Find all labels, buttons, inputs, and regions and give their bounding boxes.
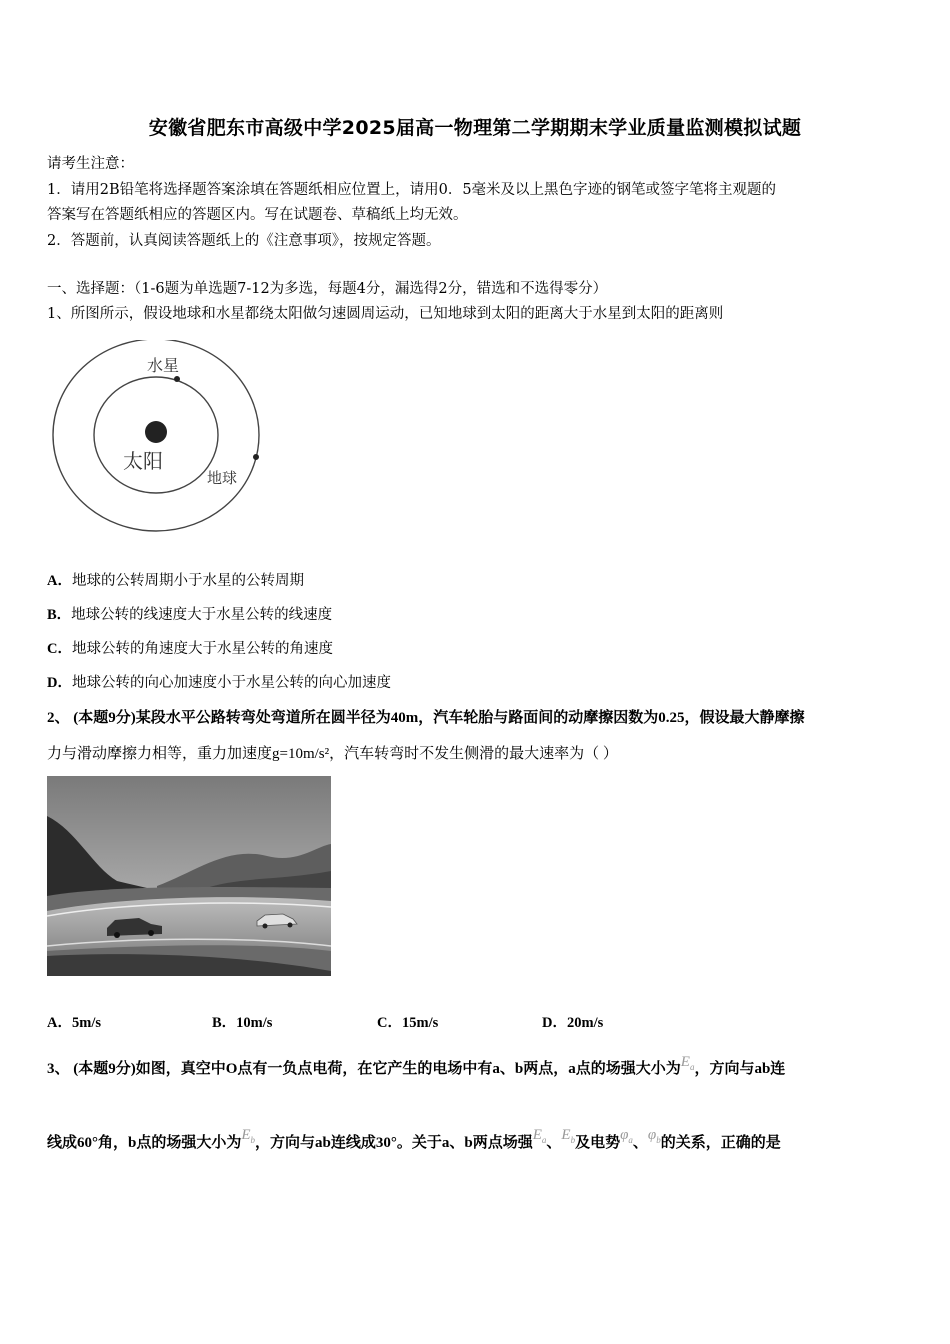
road-curve-photo — [47, 776, 331, 976]
symbol-Ea-2: $E_a$ — [532, 1127, 547, 1145]
notice-item-1: 1．请用2B铅笔将选择题答案涂填在答题纸相应位置上，请用0．5毫米及以上黑色字迹的钢笔或签字笔将主观题的 — [47, 182, 777, 198]
earth-dot — [253, 454, 259, 460]
q1-option-c[interactable]: C．地球公转的角速度大于水星公转的角速度 — [47, 641, 333, 657]
q2-option-b[interactable]: B．10m/s — [212, 1015, 273, 1031]
notice-item-2: 2．答题前，认真阅读答题纸上的《注意事项》，按规定答题。 — [47, 233, 441, 249]
q1-stem: 1、所图所示，假设地球和水星都绕太阳做匀速圆周运动，已知地球到太阳的距离大于水星到太阳的距离则 — [47, 306, 724, 322]
mercury-label: 水星 — [147, 356, 180, 375]
symbol-Eb-2: $E_b$ — [561, 1127, 576, 1145]
sun-icon — [145, 421, 167, 443]
symbol-Eb: $E_b$ — [241, 1127, 256, 1145]
q2-stem-line1: 2、 (本题9分)某段水平公路转弯处弯道所在圆半径为40m，汽车轮胎与路面间的动摩擦因数为0.25，假设最大静摩擦 — [47, 710, 805, 726]
q1-option-b[interactable]: B．地球公转的线速度大于水星公转的线速度 — [47, 607, 333, 623]
q3-stem-line1: 3、 (本题9分)如图，真空中O点有一负点电荷，在它产生的电场中有a、b两点，a点的场强大小为$E_a$，方向与ab连 — [47, 1054, 786, 1077]
symbol-Ea: $E_a$ — [680, 1054, 695, 1072]
earth-label: 地球 — [207, 469, 238, 487]
sun-label: 太阳 — [123, 449, 163, 473]
symbol-phi-b: $\varphi_b$ — [647, 1127, 661, 1145]
q2-option-d[interactable]: D．20m/s — [542, 1015, 604, 1031]
page-title: 安徽省肥东市高级中学2025届高一物理第二学期期末学业质量监测模拟试题 — [148, 117, 802, 139]
q2-option-c[interactable]: C．15m/s — [377, 1015, 439, 1031]
notice-heading: 请考生注意： — [47, 156, 134, 172]
section-heading: 一、选择题：（1-6题为单选题7-12为多选，每题4分，漏选得2分，错选和不选得零分） — [47, 281, 608, 297]
q2-stem-line2: 力与滑动摩擦力相等，重力加速度g=10m/s²，汽车转弯时不发生侧滑的最大速率为（ ） — [47, 746, 618, 762]
mercury-dot — [174, 376, 180, 382]
q1-option-a[interactable]: A．地球的公转周期小于水星的公转周期 — [47, 573, 304, 589]
notice-item-1-cont: 答案写在答题纸相应的答题区内。写在试题卷、草稿纸上均无效。 — [47, 207, 468, 223]
q2-option-a[interactable]: A．5m/s — [47, 1015, 101, 1031]
symbol-phi-a: $\varphi_a$ — [620, 1127, 633, 1145]
q3-stem-line2: 线成60°角，b点的场强大小为$E_b$，方向与ab连线成30°。关于a、b两点场强$E_a$、$E_b$及电势$\varphi_a$、$\varphi_b$的关系，正确的是 — [47, 1127, 781, 1151]
orbit-diagram — [50, 340, 265, 535]
q1-option-d[interactable]: D．地球公转的向心加速度小于水星公转的向心加速度 — [47, 675, 391, 691]
